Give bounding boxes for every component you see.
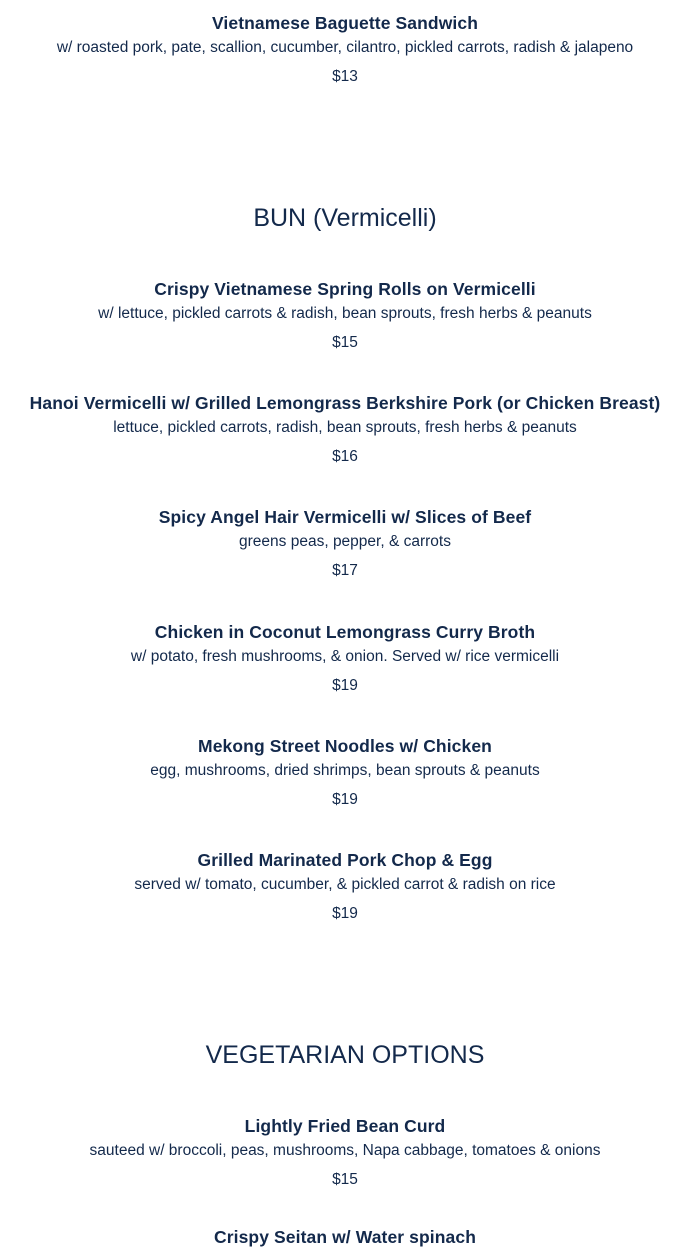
item-name: Mekong Street Noodles w/ Chicken	[198, 736, 492, 756]
item-price: $19	[332, 677, 358, 694]
menu-item-crispy-seitan	[0, 1226, 690, 1248]
item-description: egg, mushrooms, dried shrimps, bean sprouts & peanuts	[150, 762, 540, 779]
section-title-vegetarian: VEGETARIAN OPTIONS	[205, 1041, 485, 1069]
item-name: Spicy Angel Hair Vermicelli w/ Slices of Beef	[158, 507, 532, 527]
section-title-bun: BUN (Vermicelli)	[253, 204, 437, 232]
item-price: $17	[332, 562, 358, 579]
item-name: Hanoi Vermicelli w/ Grilled Lemongrass Berkshire Pork (or Chicken Breast)	[29, 393, 661, 413]
item-name: Lightly Fried Bean Curd	[244, 1116, 446, 1136]
item-description: w/ potato, fresh mushrooms, & onion. Served w/ rice vermicelli	[130, 648, 560, 665]
item-price: $15	[332, 334, 358, 351]
menu-item-spicy-angel-hair	[0, 506, 690, 581]
item-price: $13	[332, 68, 358, 85]
menu-item-hanoi-vermicelli	[0, 392, 690, 467]
item-price: $15	[332, 1171, 358, 1188]
menu-item-mekong-street-noodles	[0, 735, 690, 810]
item-description: sauteed w/ broccoli, peas, mushrooms, Napa cabbage, tomatoes & onions	[89, 1142, 601, 1159]
item-name: Vietnamese Baguette Sandwich	[211, 13, 479, 33]
item-price: $19	[332, 905, 358, 922]
item-name: Crispy Vietnamese Spring Rolls on Vermicelli	[154, 279, 536, 299]
item-name: Crispy Seitan w/ Water spinach	[213, 1227, 476, 1247]
item-name: Chicken in Coconut Lemongrass Curry Broth	[154, 622, 536, 642]
item-description: w/ lettuce, pickled carrots & radish, bean sprouts, fresh herbs & peanuts	[98, 305, 592, 322]
menu-item-coconut-curry	[0, 621, 690, 696]
item-description: served w/ tomato, cucumber, & pickled carrot & radish on rice	[134, 876, 556, 893]
item-description: w/ roasted pork, pate, scallion, cucumber, cilantro, pickled carrots, radish & jalapeno	[56, 39, 634, 56]
item-price: $19	[332, 791, 358, 808]
menu-item-vietnamese-baguette-sandwich	[0, 12, 690, 87]
menu-item-fried-bean-curd	[0, 1115, 690, 1190]
item-description: greens peas, pepper, & carrots	[239, 533, 451, 550]
menu-item-grilled-pork-chop	[0, 849, 690, 924]
item-description: lettuce, pickled carrots, radish, bean sprouts, fresh herbs & peanuts	[113, 419, 577, 436]
menu-item-crispy-spring-rolls	[0, 278, 690, 353]
item-price: $16	[332, 448, 358, 465]
item-name: Grilled Marinated Pork Chop & Egg	[197, 850, 493, 870]
